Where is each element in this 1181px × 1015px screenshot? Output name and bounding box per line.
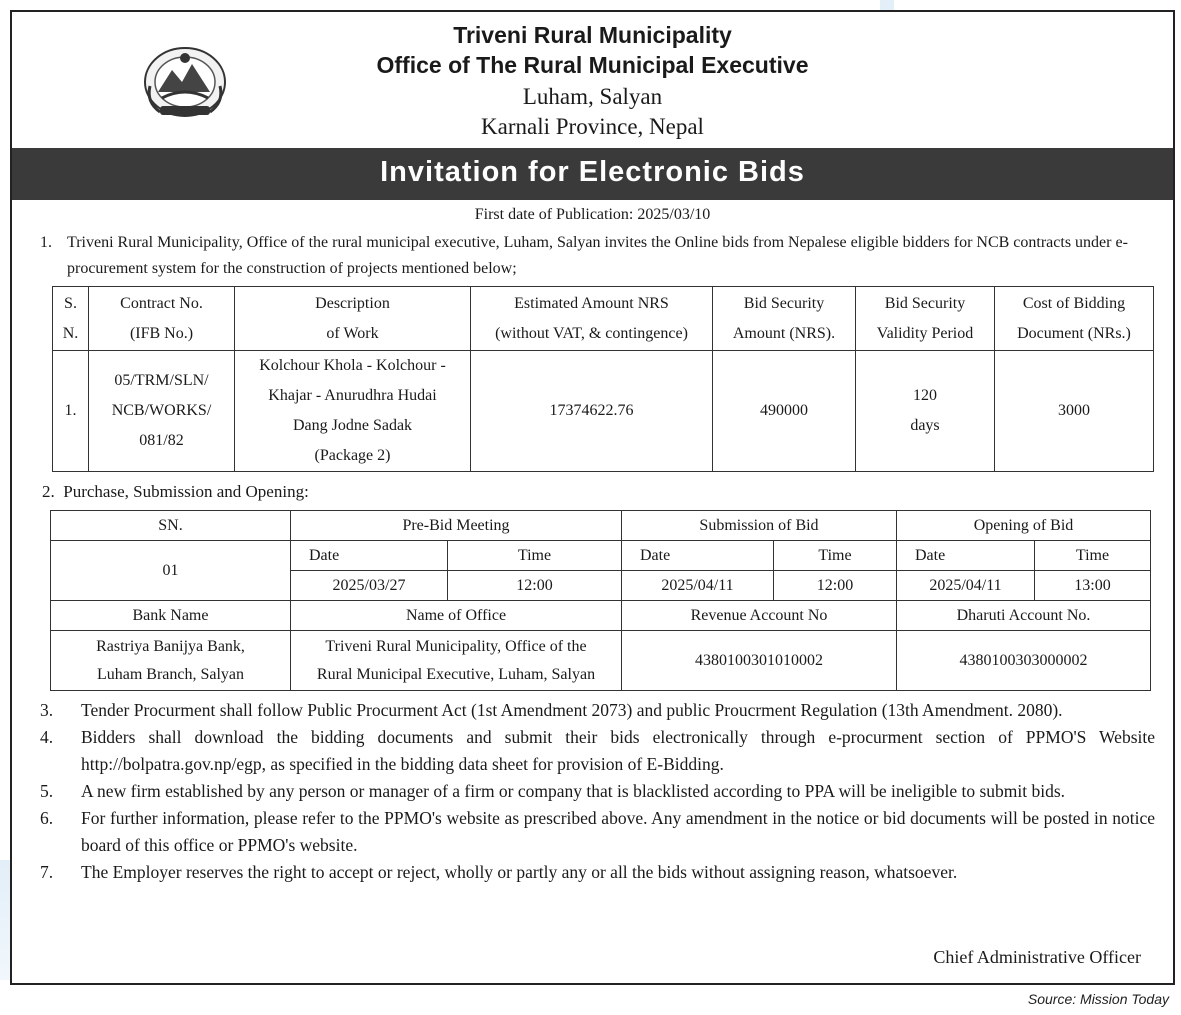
bank-value: Rastriya Banijya Bank, bbox=[96, 637, 245, 655]
projects-table bbox=[52, 286, 1154, 472]
clause-number: 1. bbox=[40, 234, 52, 251]
bank-value: Luham Branch, Salyan bbox=[96, 665, 245, 683]
municipality-name: Triveni Rural Municipality bbox=[453, 22, 732, 48]
clause-text: Purchase, Submission and Opening: bbox=[63, 482, 309, 501]
opening-date-label: Date bbox=[897, 541, 1035, 571]
office-value: Rural Municipal Executive, Luham, Salyan bbox=[316, 665, 596, 683]
cell-desc: Kolchour Khola - Kolchour - bbox=[259, 357, 446, 374]
signatory: Chief Administrative Officer bbox=[933, 947, 1141, 967]
col-contract-label: Contract No. bbox=[120, 294, 203, 312]
sn-value: 01 bbox=[51, 541, 291, 601]
cell-amount: 17374622.76 bbox=[471, 351, 713, 472]
col-sn-label: N. bbox=[62, 324, 79, 342]
clause-2 bbox=[42, 479, 942, 505]
col-contract-label: (IFB No.) bbox=[129, 324, 194, 342]
list-item bbox=[40, 859, 1155, 886]
office-location: Luham, Salyan bbox=[522, 84, 663, 109]
clause-1 bbox=[40, 230, 1155, 282]
notice-header bbox=[12, 12, 1173, 150]
clause-number: 2. bbox=[42, 482, 55, 501]
dharuti-label: Dharuti Account No. bbox=[897, 601, 1151, 631]
table-row bbox=[51, 631, 1151, 691]
opening-header: Opening of Bid bbox=[897, 511, 1151, 541]
office-label: Name of Office bbox=[291, 601, 622, 631]
cell-cost: 3000 bbox=[995, 351, 1154, 472]
schedule-table bbox=[50, 510, 1151, 691]
clause-number: 6. bbox=[40, 808, 54, 828]
col-cost-label: Document (NRs.) bbox=[1017, 324, 1131, 342]
cell-desc: Khajar - Anurudhra Hudai bbox=[268, 387, 437, 404]
table-row bbox=[53, 351, 1154, 472]
revenue-value: 4380100301010002 bbox=[622, 631, 897, 691]
prebid-time: 12:00 bbox=[448, 571, 622, 601]
clause-number: 3. bbox=[40, 700, 54, 720]
notice-frame bbox=[10, 10, 1175, 985]
col-cost-label: Cost of Bidding bbox=[1022, 294, 1126, 312]
clause-number: 7. bbox=[40, 862, 54, 882]
col-amount-label: (without VAT, & contingence) bbox=[495, 324, 688, 342]
clause-number: 4. bbox=[40, 727, 54, 747]
cell-contract: 05/TRM/SLN/ bbox=[114, 372, 209, 389]
list-item bbox=[40, 805, 1155, 859]
submission-time-label: Time bbox=[774, 541, 897, 571]
clause-text: For further information, please refer to the PPMO's website as prescribed above. Any amendment in the notice or bid documents will be posted in notice board of this office or PPMO's website. bbox=[81, 808, 1155, 855]
revenue-label: Revenue Account No bbox=[622, 601, 897, 631]
opening-date: 2025/04/11 bbox=[897, 571, 1035, 601]
col-sn-label: S. bbox=[64, 294, 77, 312]
cell-desc: (Package 2) bbox=[314, 447, 391, 464]
col-security-label: Bid Security bbox=[743, 294, 825, 312]
submission-time: 12:00 bbox=[774, 571, 897, 601]
cell-validity: 120 bbox=[913, 387, 937, 404]
list-item bbox=[40, 724, 1155, 778]
prebid-date-label: Date bbox=[291, 541, 448, 571]
list-item bbox=[40, 778, 1155, 805]
table-row bbox=[51, 601, 1151, 631]
col-validity-label: Validity Period bbox=[876, 324, 974, 342]
table-row bbox=[51, 511, 1151, 541]
col-desc-label: of Work bbox=[326, 324, 379, 342]
clause-text: Tender Procurment shall follow Public Procurment Act (1st Amendment 2073) and public Proucrment Regulation (13th Amendment. 2080). bbox=[81, 700, 1063, 720]
table-header-row bbox=[53, 287, 1154, 351]
list-item bbox=[40, 697, 1155, 724]
dharuti-value: 4380100303000002 bbox=[897, 631, 1151, 691]
sn-header: SN. bbox=[51, 511, 291, 541]
cell-security: 490000 bbox=[713, 351, 856, 472]
cell-contract: 081/82 bbox=[139, 432, 184, 449]
col-amount-label: Estimated Amount NRS bbox=[514, 294, 669, 312]
publication-date: First date of Publication: 2025/03/10 bbox=[474, 206, 711, 223]
clause-text: Bidders shall download the bidding documents and submit their bids electronically through e-procurment section of PPMO'S Website http://bolpatra.gov.np/egp, as specified in the bidding data sheet for provision of E-Bidding. bbox=[81, 727, 1155, 774]
office-province: Karnali Province, Nepal bbox=[481, 114, 704, 139]
office-value: Triveni Rural Municipality, Office of the bbox=[325, 637, 587, 655]
clause-text: A new firm established by any person or manager of a firm or company that is blacklisted according to PPA will be ineligible to submit bids. bbox=[81, 781, 1066, 801]
prebid-date: 2025/03/27 bbox=[291, 571, 448, 601]
clause-number: 5. bbox=[40, 781, 54, 801]
cell-desc: Dang Jodne Sadak bbox=[292, 417, 413, 434]
opening-time: 13:00 bbox=[1035, 571, 1151, 601]
clauses-list bbox=[40, 697, 1155, 886]
submission-date: 2025/04/11 bbox=[622, 571, 774, 601]
prebid-header: Pre-Bid Meeting bbox=[291, 511, 622, 541]
notice-title-banner: Invitation for Electronic Bids bbox=[12, 148, 1173, 200]
col-desc-label: Description bbox=[315, 294, 390, 312]
source-credit: Source: Mission Today bbox=[1027, 991, 1169, 1007]
table-row bbox=[51, 541, 1151, 571]
opening-time-label: Time bbox=[1035, 541, 1151, 571]
cell-contract: NCB/WORKS/ bbox=[111, 402, 212, 419]
cell-sn: 1. bbox=[53, 351, 89, 472]
submission-header: Submission of Bid bbox=[622, 511, 897, 541]
clause-text: Triveni Rural Municipality, Office of the rural municipal executive, Luham, Salyan invites the Online bids from Nepalese eligible bidders for NCB contracts under e-procurement system for the construction of projects mentioned below; bbox=[67, 234, 1128, 277]
bank-label: Bank Name bbox=[51, 601, 291, 631]
col-security-label: Amount (NRS). bbox=[732, 324, 836, 342]
prebid-time-label: Time bbox=[448, 541, 622, 571]
cell-validity: days bbox=[910, 417, 940, 434]
col-validity-label: Bid Security bbox=[884, 294, 966, 312]
submission-date-label: Date bbox=[622, 541, 774, 571]
clause-text: The Employer reserves the right to accept or reject, wholly or partly any or all the bids without assigning reason, whatsoever. bbox=[81, 862, 958, 882]
office-name: Office of The Rural Municipal Executive bbox=[376, 52, 809, 78]
